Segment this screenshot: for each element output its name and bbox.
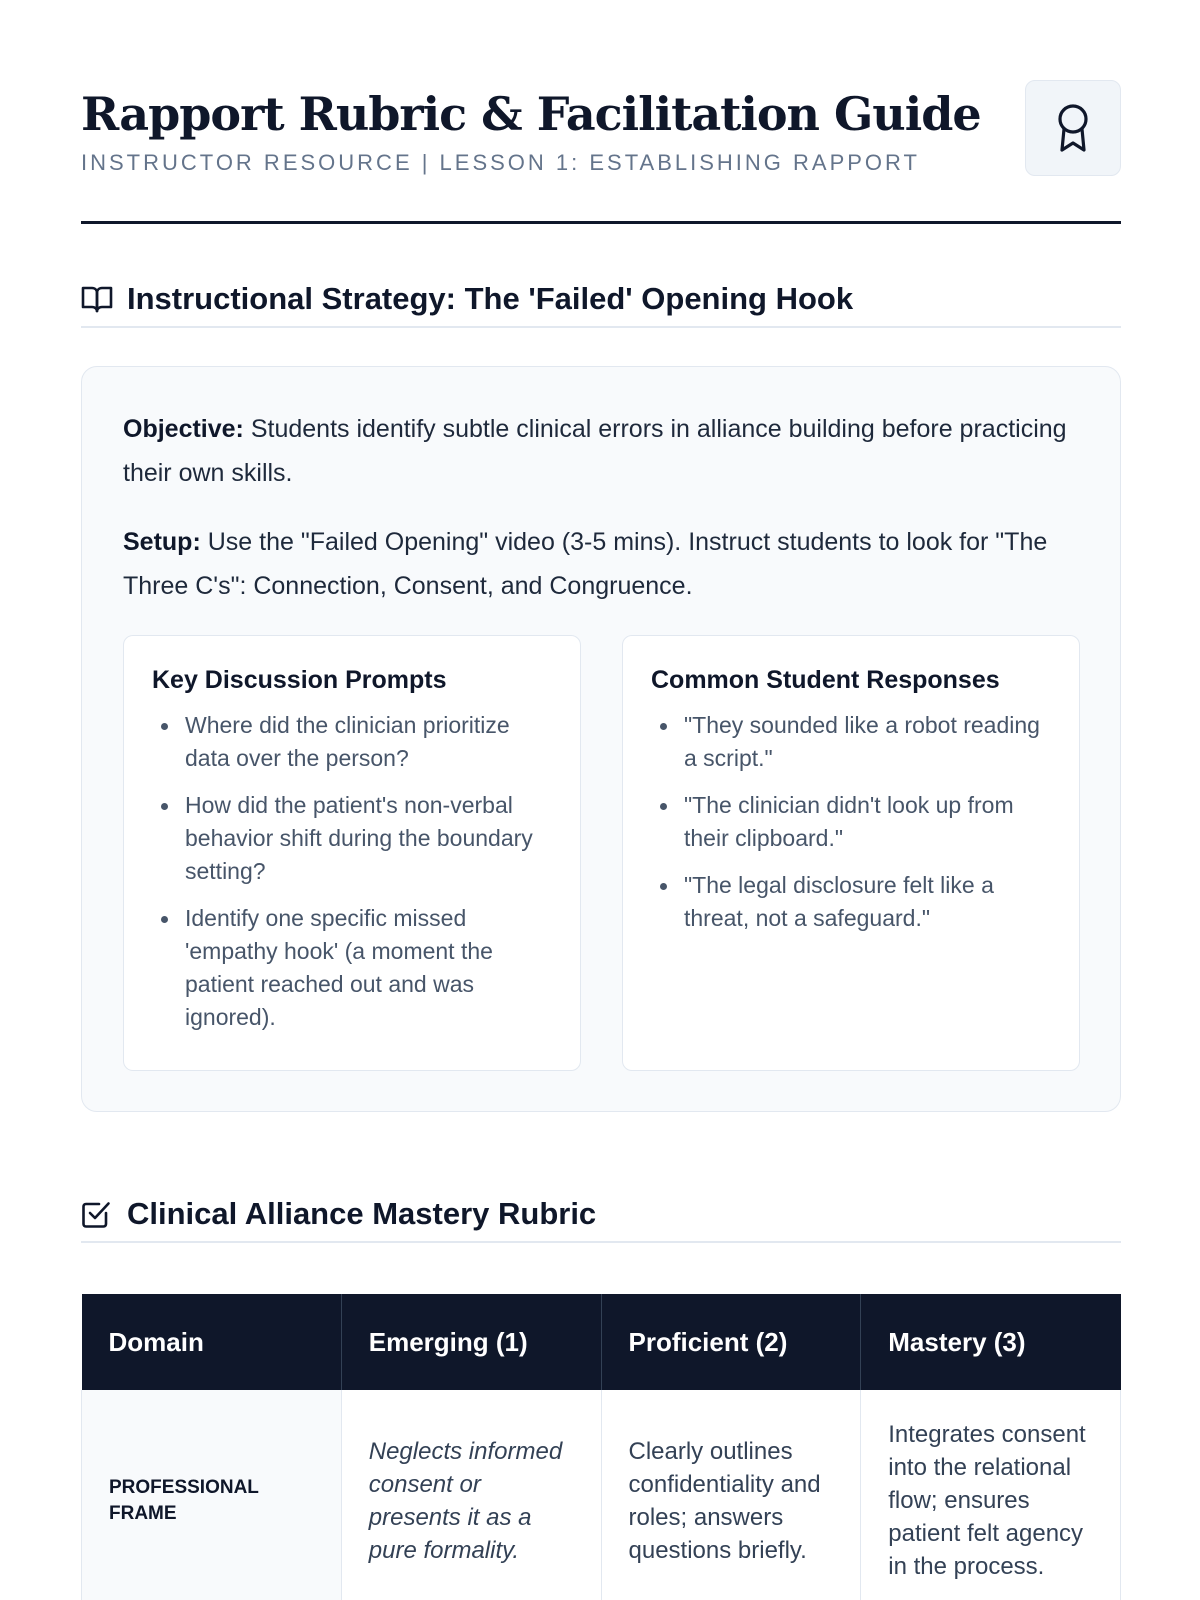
page-subtitle: INSTRUCTOR RESOURCE | LESSON 1: ESTABLISHING RAPPORT (81, 150, 920, 175)
setup-paragraph (123, 520, 1083, 608)
list-item: "The clinician didn't look up from their clipboard." (651, 789, 1051, 855)
award-badge (1025, 80, 1121, 176)
rubric-domain-cell: PROFESSIONAL FRAME (82, 1390, 342, 1600)
rubric-heading: Clinical Alliance Mastery Rubric (127, 1196, 597, 1231)
column-header: Proficient (2) (601, 1294, 861, 1390)
page-title: Rapport Rubric & Facilitation Guide (81, 87, 981, 141)
objective-label: Objective: (123, 415, 244, 443)
list-item: How did the patient's non-verbal behavior shift during the boundary setting? (152, 789, 552, 888)
column-header: Emerging (1) (341, 1294, 601, 1390)
column-header: Domain (82, 1294, 342, 1390)
page-header (81, 80, 1121, 224)
student-responses-list (651, 709, 1051, 935)
rubric-section-header (81, 1187, 1121, 1243)
table-header-row (82, 1294, 1121, 1390)
column-header: Mastery (3) (861, 1294, 1121, 1390)
award-ribbon-icon (1053, 102, 1093, 154)
rubric-table (81, 1294, 1121, 1600)
list-item: "They sounded like a robot reading a script." (651, 709, 1051, 775)
rubric-proficient-cell: Clearly outlines confidentiality and roles; answers questions briefly. (601, 1390, 861, 1600)
student-responses-card (622, 635, 1080, 1071)
objective-paragraph (123, 407, 1083, 495)
discussion-prompts-title: Key Discussion Prompts (152, 666, 447, 694)
objective-text: Students identify subtle clinical errors in alliance building before practicing their own skills. (123, 415, 1067, 487)
setup-label: Setup: (123, 528, 201, 556)
setup-text: Use the "Failed Opening" video (3-5 mins). Instruct students to look for "The Three C's": Connection, Consent, and Congruence. (123, 528, 1048, 600)
strategy-panel (81, 366, 1121, 1112)
discussion-prompts-card (123, 635, 581, 1071)
strategy-section-header (81, 272, 1121, 328)
discussion-prompts-list (152, 709, 552, 1034)
student-responses-title: Common Student Responses (651, 666, 1000, 694)
table-row (82, 1390, 1121, 1600)
list-item: "The legal disclosure felt like a threat, not a safeguard." (651, 869, 1051, 935)
strategy-heading: Instructional Strategy: The 'Failed' Opening Hook (127, 281, 854, 316)
checkbox-icon (81, 1198, 113, 1230)
rubric-emerging-cell: Neglects informed consent or presents it as a pure formality. (341, 1390, 601, 1600)
rubric-mastery-cell: Integrates consent into the relational flow; ensures patient felt agency in the process. (861, 1390, 1121, 1600)
open-book-icon (81, 283, 113, 315)
list-item: Identify one specific missed 'empathy hook' (a moment the patient reached out and was ignored). (152, 902, 552, 1034)
list-item: Where did the clinician prioritize data over the person? (152, 709, 552, 775)
